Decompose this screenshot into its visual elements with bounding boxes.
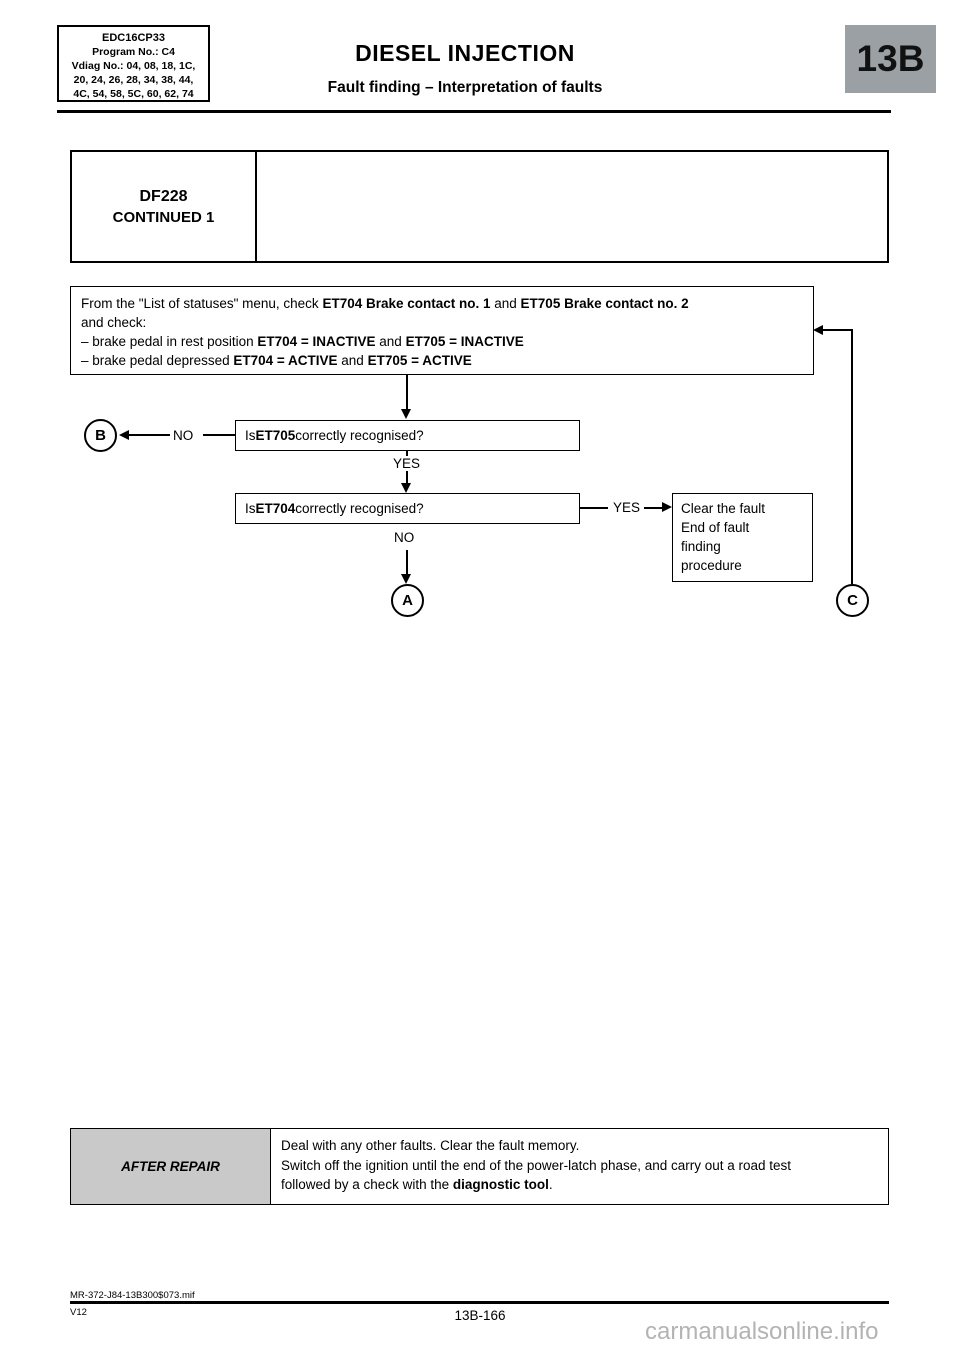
connector-a: A (391, 584, 424, 617)
after-repair-text (271, 1129, 888, 1204)
label-yes-2: YES (613, 500, 641, 515)
instruction-line-1: From the "List of statuses" menu, check ET704 Brake contact no. 1 and ET705 Brake contact no. 2 (81, 296, 689, 311)
arrow-down-icon (401, 483, 411, 493)
ecu-name: EDC16CP33 (102, 32, 165, 44)
arrow-right-icon (662, 502, 672, 512)
footer-rule (70, 1301, 889, 1304)
et704-inactive: ET704 = INACTIVE (257, 334, 376, 349)
footer-version: V12 (70, 1307, 87, 1318)
et705-ref: ET705 (255, 428, 296, 443)
flow-line-no-1a (129, 434, 170, 436)
et705-active: ET705 = ACTIVE (367, 353, 472, 368)
flow-line-yes-2a (580, 507, 608, 509)
instruction-box (70, 286, 814, 375)
footer-page-number: 13B-166 (454, 1308, 506, 1323)
label-yes-1: YES (393, 456, 421, 471)
decision-box-et705: Is ET705 correctly recognised? (235, 420, 580, 451)
result-box: Clear the fault End of fault finding procedure (672, 493, 813, 582)
vdiag-line-1: Vdiag No.: 04, 08, 18, 1C, (71, 60, 196, 72)
label-no-1: NO (173, 428, 194, 443)
et705-ref: ET705 Brake contact no. 2 (520, 296, 689, 311)
page-title: DIESEL INJECTION (355, 40, 575, 66)
arrow-left-icon (119, 430, 129, 440)
section-code-badge: 13B (845, 25, 936, 93)
label-no-2: NO (394, 530, 415, 545)
diagnostic-tool-ref: diagnostic tool (452, 1177, 549, 1192)
after-repair-line-2: Switch off the ignition until the end of the power-latch phase, and carry out a road test (281, 1157, 792, 1173)
after-repair-box (70, 1128, 889, 1205)
fault-code-cell (72, 152, 257, 261)
after-repair-line-1: Deal with any other faults. Clear the fault memory. (281, 1138, 580, 1153)
instruction-line-4: – brake pedal depressed ET704 = ACTIVE and ET705 = ACTIVE (81, 353, 472, 368)
after-repair-label: AFTER REPAIR (71, 1129, 271, 1204)
arrow-left-icon (813, 325, 823, 335)
return-line-horizontal (822, 329, 853, 331)
fault-code: DF228 (139, 187, 188, 205)
vdiag-line-3: 4C, 54, 58, 5C, 60, 62, 74 (73, 88, 194, 100)
after-repair-line-3: followed by a check with the diagnostic tool. (281, 1177, 553, 1192)
et704-ref: ET704 (255, 501, 296, 516)
instruction-line-3: – brake pedal in rest position ET704 = INACTIVE and ET705 = INACTIVE (81, 334, 524, 349)
flow-line-no-1b (203, 434, 235, 436)
connector-b: B (84, 419, 117, 452)
et705-inactive: ET705 = INACTIVE (405, 334, 524, 349)
header-rule (57, 110, 891, 113)
flow-line-yes-2b (644, 507, 662, 509)
watermark: carmanualsonline.info (645, 1318, 879, 1345)
flow-line-no-2 (406, 550, 408, 575)
page-subtitle: Fault finding – Interpretation of faults (327, 79, 603, 96)
vdiag-line-2: 20, 24, 26, 28, 34, 38, 44, (73, 74, 194, 86)
fault-continued-label: CONTINUED 1 (112, 208, 215, 226)
return-line-vertical (851, 330, 853, 584)
instruction-line-2: and check: (81, 315, 147, 330)
arrow-down-icon (401, 574, 411, 584)
et704-ref: ET704 Brake contact no. 1 (322, 296, 491, 311)
footer-file-reference: MR-372-J84-13B300$073.mif (70, 1290, 195, 1301)
et704-active: ET704 = ACTIVE (233, 353, 338, 368)
decision-box-et704: Is ET704 correctly recognised? (235, 493, 580, 524)
connector-c: C (836, 584, 869, 617)
flow-line-down-1 (406, 375, 408, 410)
arrow-down-icon (401, 409, 411, 419)
fault-code-empty-cell (257, 152, 887, 261)
program-no: Program No.: C4 (92, 46, 175, 58)
fault-code-box (70, 150, 889, 263)
